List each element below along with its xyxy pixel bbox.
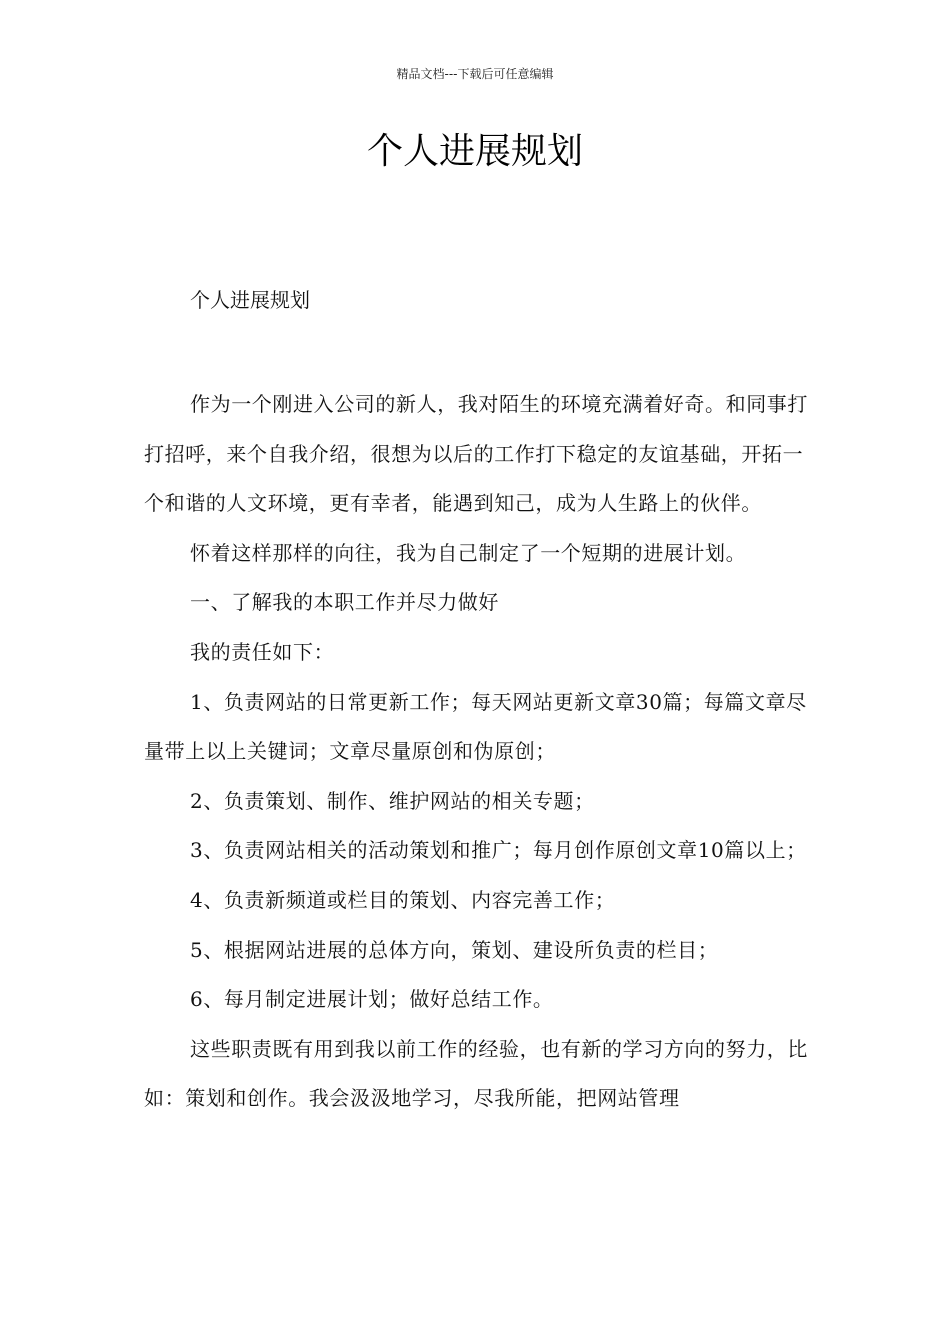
paragraph-duties-intro: 我的责任如下： [190,639,335,664]
duty-item-1: 1、负责网站的日常更新工作；每天网站更新文章30篇；每篇文章尽量带上以上关键词；文章尽量原创和伪原创； [144,689,807,764]
section-heading-1: 一、了解我的本职工作并尽力做好 [190,590,499,615]
document-title: 个人进展规划 [366,131,583,172]
document-subtitle: 个人进展规划 [190,288,310,312]
paragraph-closing: 这些职责既有用到我以前工作的经验，也有新的学习方向的努力，比如：策划和创作。我会汲汲地学习，尽我所能，把网站管理 [144,1036,808,1111]
page-header: 精品文档---下载后可任意编辑 [396,67,554,81]
duty-item-3: 3、负责网站相关的活动策划和推广；每月创作原创文章10篇以上； [190,838,807,863]
document-body [144,380,808,1124]
duty-item-2: 2、负责策划、制作、维护网站的相关专题； [190,788,595,813]
paragraph-plan: 怀着这样那样的向往，我为自己制定了一个短期的进展计划。 [190,540,747,565]
paragraph-intro: 作为一个刚进入公司的新人，我对陌生的环境充满着好奇。和同事打打招呼，来个自我介绍，很想为以后的工作打下稳定的友谊基础，开拓一个和谐的人文环境，更有幸者，能遇到知己，成为人生路上的伙伴。 [144,392,808,516]
duty-item-4: 4、负责新频道或栏目的策划、内容完善工作； [190,887,616,912]
duty-item-5: 5、根据网站进展的总体方向，策划、建设所负责的栏目； [190,937,719,962]
duty-item-6: 6、每月制定进展计划；做好总结工作。 [190,987,554,1012]
